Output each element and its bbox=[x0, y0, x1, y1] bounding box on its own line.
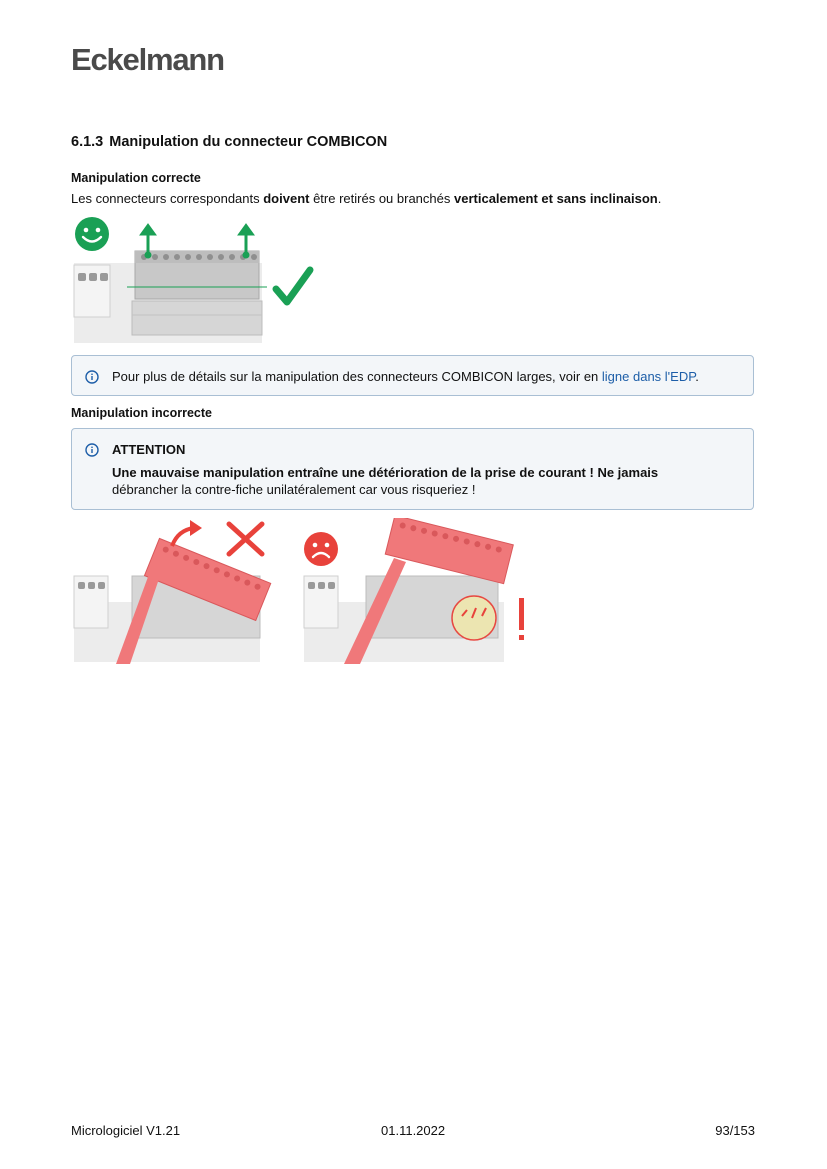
footer-version: Micrologiciel V1.21 bbox=[71, 1123, 181, 1138]
section-heading bbox=[71, 134, 387, 150]
info-note-text: Pour plus de détails sur la manipulation des connecteurs COMBICON larges, voir en bbox=[112, 369, 602, 384]
company-logo: Eckelmann bbox=[71, 42, 224, 77]
incorrect-handling-figure-1 bbox=[72, 518, 272, 664]
footer-date: 01.11.2022 bbox=[381, 1123, 446, 1138]
warning-exclamation-icon bbox=[519, 598, 524, 640]
tilted-plug bbox=[385, 518, 513, 584]
correct-heading: Manipulation correcte bbox=[71, 171, 201, 185]
cross-icon bbox=[229, 524, 262, 554]
section-title: Manipulation du connecteur COMBICON bbox=[109, 134, 388, 150]
smiley-sad-icon bbox=[304, 532, 338, 566]
smiley-happy-icon bbox=[75, 217, 109, 251]
info-icon bbox=[85, 443, 99, 457]
attention-text: débrancher la contre-fiche unilatéralement car vous risqueriez ! bbox=[112, 482, 476, 497]
attention-bold-text: Une mauvaise manipulation entraîne une détérioration de la prise de courant ! Ne jamais bbox=[112, 465, 659, 480]
attention-note bbox=[71, 428, 754, 510]
side-terminal-block bbox=[304, 576, 338, 628]
attention-title: ATTENTION bbox=[112, 442, 186, 457]
footer-page-number: 93/153 bbox=[715, 1123, 755, 1138]
info-note: Pour plus de détails sur la manipulation des connecteurs COMBICON larges, voir en ligne dans l'EDP. bbox=[71, 355, 754, 396]
side-terminal-block bbox=[74, 265, 110, 317]
info-icon bbox=[85, 370, 99, 384]
correct-paragraph: Les connecteurs correspondants doivent être retirés ou branchés verticalement et sans inclinaison. bbox=[71, 191, 662, 206]
checkmark-icon bbox=[276, 270, 310, 302]
connector-base bbox=[132, 301, 262, 335]
correct-handling-figure bbox=[72, 215, 322, 345]
section-number: 6.1.3 bbox=[71, 134, 104, 150]
incorrect-heading: Manipulation incorrecte bbox=[71, 406, 212, 420]
side-terminal-block bbox=[74, 576, 108, 628]
edp-link[interactable]: ligne dans l'EDP bbox=[601, 369, 696, 384]
incorrect-handling-figure-2 bbox=[302, 518, 532, 664]
damage-magnifier bbox=[452, 596, 496, 640]
